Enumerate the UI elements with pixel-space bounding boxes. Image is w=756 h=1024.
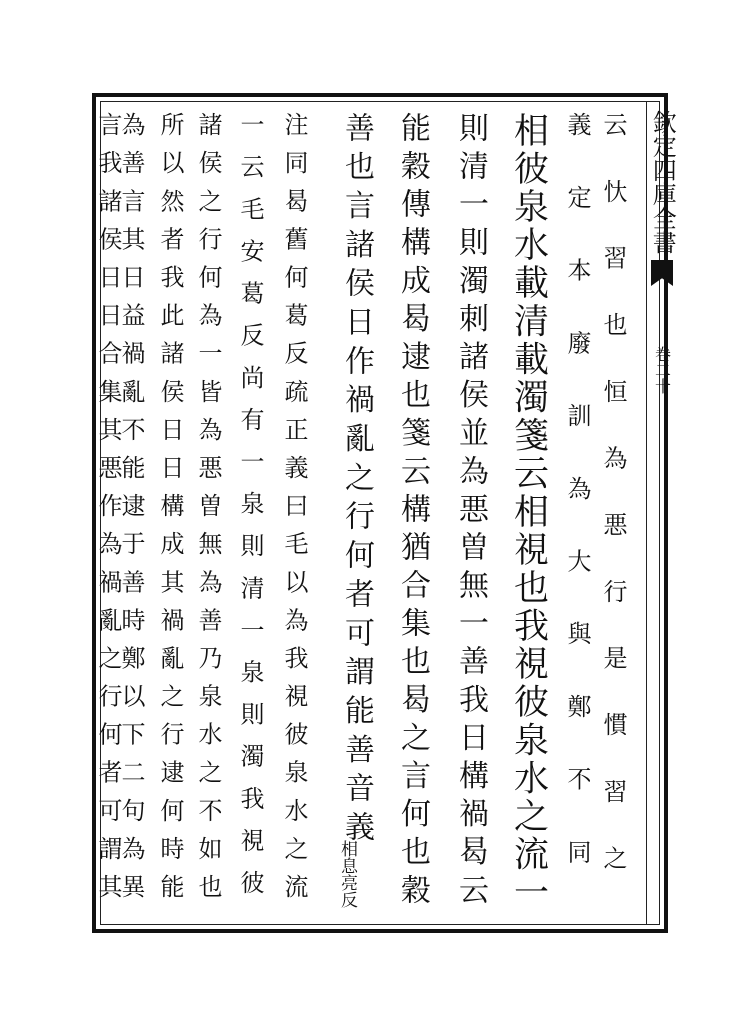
text-column	[395, 112, 430, 912]
text-column	[453, 112, 488, 912]
text-column	[508, 112, 549, 912]
column-annotation: 相息亮反	[337, 840, 357, 908]
text-column	[337, 112, 374, 908]
text-column	[238, 112, 262, 912]
text-column	[196, 112, 220, 912]
column-text: 云忕習也恒為悪行是慣習之	[599, 112, 627, 912]
column-text: 能穀傳構成曷逮也箋云構猶合集也曷之言何也穀	[395, 112, 430, 912]
text-column	[96, 112, 120, 912]
column-text: 善也言諸侯日作禍亂之行何者可謂能善音義	[339, 112, 374, 850]
column-text: 諸侯之行何為一皆為悪曽無為善乃泉水之不如也	[194, 112, 222, 912]
text-column	[119, 112, 143, 912]
column-text: 言我諸侯日日合集其悪作為禍亂之行何者可謂其	[94, 112, 122, 912]
text-column	[565, 112, 589, 912]
text-column	[282, 112, 306, 912]
column-text: 所以然者我此諸侯日日構成其禍亂之行逮何時能	[156, 112, 184, 912]
volume-number: 卷二十	[652, 346, 672, 394]
column-text: 相彼泉水載清載濁箋云相視也我視彼泉水之流一	[508, 112, 549, 912]
book-title: 欽定四庫全書	[648, 110, 677, 254]
column-text: 則清一則濁刺諸侯並為悪曽無一善我日構禍曷云	[453, 112, 488, 912]
text-column	[601, 112, 625, 912]
column-text: 為善言其日益禍亂不能逮于善時鄭以下二句為異	[117, 112, 145, 912]
page-margin	[648, 110, 676, 394]
fish-tail-mark-icon	[651, 260, 673, 286]
margin-divider	[646, 101, 647, 925]
column-text: 一云毛安葛反尚有一泉則清一泉則濁我視彼	[236, 112, 264, 912]
column-text: 注同曷舊何葛反疏正義曰毛以為我視彼泉水之流	[280, 112, 308, 912]
column-text: 義定本廢訓為大與鄭不同	[563, 112, 591, 912]
text-column	[158, 112, 182, 912]
